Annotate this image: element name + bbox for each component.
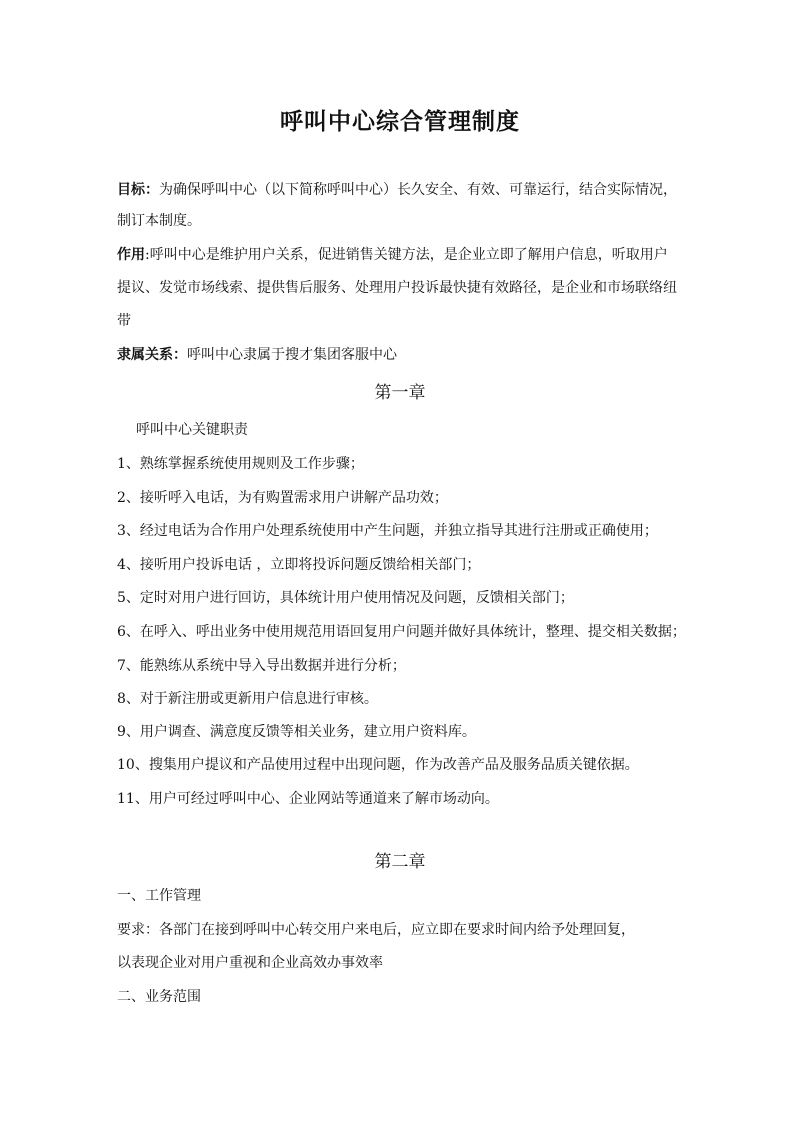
goal-text-2: 制订本制度。 (117, 213, 201, 229)
document-title: 呼叫中心综合管理制度 (280, 108, 520, 135)
duty-item: 3、经过电话为合作用户处理系统使用中产生问题，并独立指导其进行注册或正确使用； (117, 523, 658, 539)
duty-item: 2、接听呼入电话，为有购置需求用户讲解产品功效； (117, 490, 448, 506)
section-business-scope: 二、业务范围 (117, 989, 201, 1005)
role-paragraph-line-1 (117, 246, 668, 264)
role-text-2: 提议、发觉市场线索、提供售后服务、处理用户投诉最快捷有效路径，是企业和市场联络纽 (117, 280, 677, 296)
duty-item: 7、能熟练从系统中导入导出数据并进行分析； (117, 658, 406, 674)
duty-item: 9、用户调查、满意度反馈等相关业务，建立用户资料库。 (117, 724, 476, 740)
duty-item: 8、对于新注册或更新用户信息进行审核。 (117, 691, 378, 707)
section-work-management: 一、工作管理 (117, 888, 201, 904)
chapter-2-heading: 第二章 (374, 852, 426, 872)
role-label: 作用 (117, 247, 145, 263)
duty-item: 6、在呼入、呼出业务中使用规范用语回复用户问题并做好具体统计，整理、提交相关数据； (117, 624, 686, 640)
goal-label: 目标： (117, 182, 159, 198)
goal-paragraph-line-1 (117, 181, 677, 199)
affiliation-paragraph (117, 346, 397, 364)
duty-item: 5、定时对用户进行回访，具体统计用户使用情况及问题，反馈相关部门； (117, 590, 574, 606)
role-text-1: :呼叫中心是维护用户关系，促进销售关键方法，是企业立即了解用户信息，听取用户 (145, 247, 668, 263)
affiliation-text: 呼叫中心隶属于搜才集团客服中心 (187, 347, 397, 363)
chapter-1-subheading: 呼叫中心关键职责 (136, 422, 248, 438)
affiliation-label: 隶属关系： (117, 347, 187, 363)
duty-item: 11、用户可经过呼叫中心、企业网站等通道来了解市场动向。 (117, 791, 499, 807)
duty-item: 4、接听用户投诉电话 ，立即将投诉问题反馈给相关部门； (117, 557, 481, 573)
role-text-3: 带 (117, 313, 131, 329)
requirement-text-2: 以表现企业对用户重视和企业高效办事效率 (117, 955, 383, 971)
chapter-1-heading: 第一章 (374, 383, 426, 403)
requirement-text-1: 要求：各部门在接到呼叫中心转交用户来电后，应立即在要求时间内给予处理回复， (117, 922, 635, 938)
goal-text-1: 为确保呼叫中心（以下简称呼叫中心）长久安全、有效、可靠运行，结合实际情况， (159, 182, 677, 198)
duty-item: 1、熟练掌握系统使用规则及工作步骤； (117, 456, 364, 472)
duty-item: 10、搜集用户提议和产品使用过程中出现问题，作为改善产品及服务品质关键依据。 (117, 757, 639, 773)
